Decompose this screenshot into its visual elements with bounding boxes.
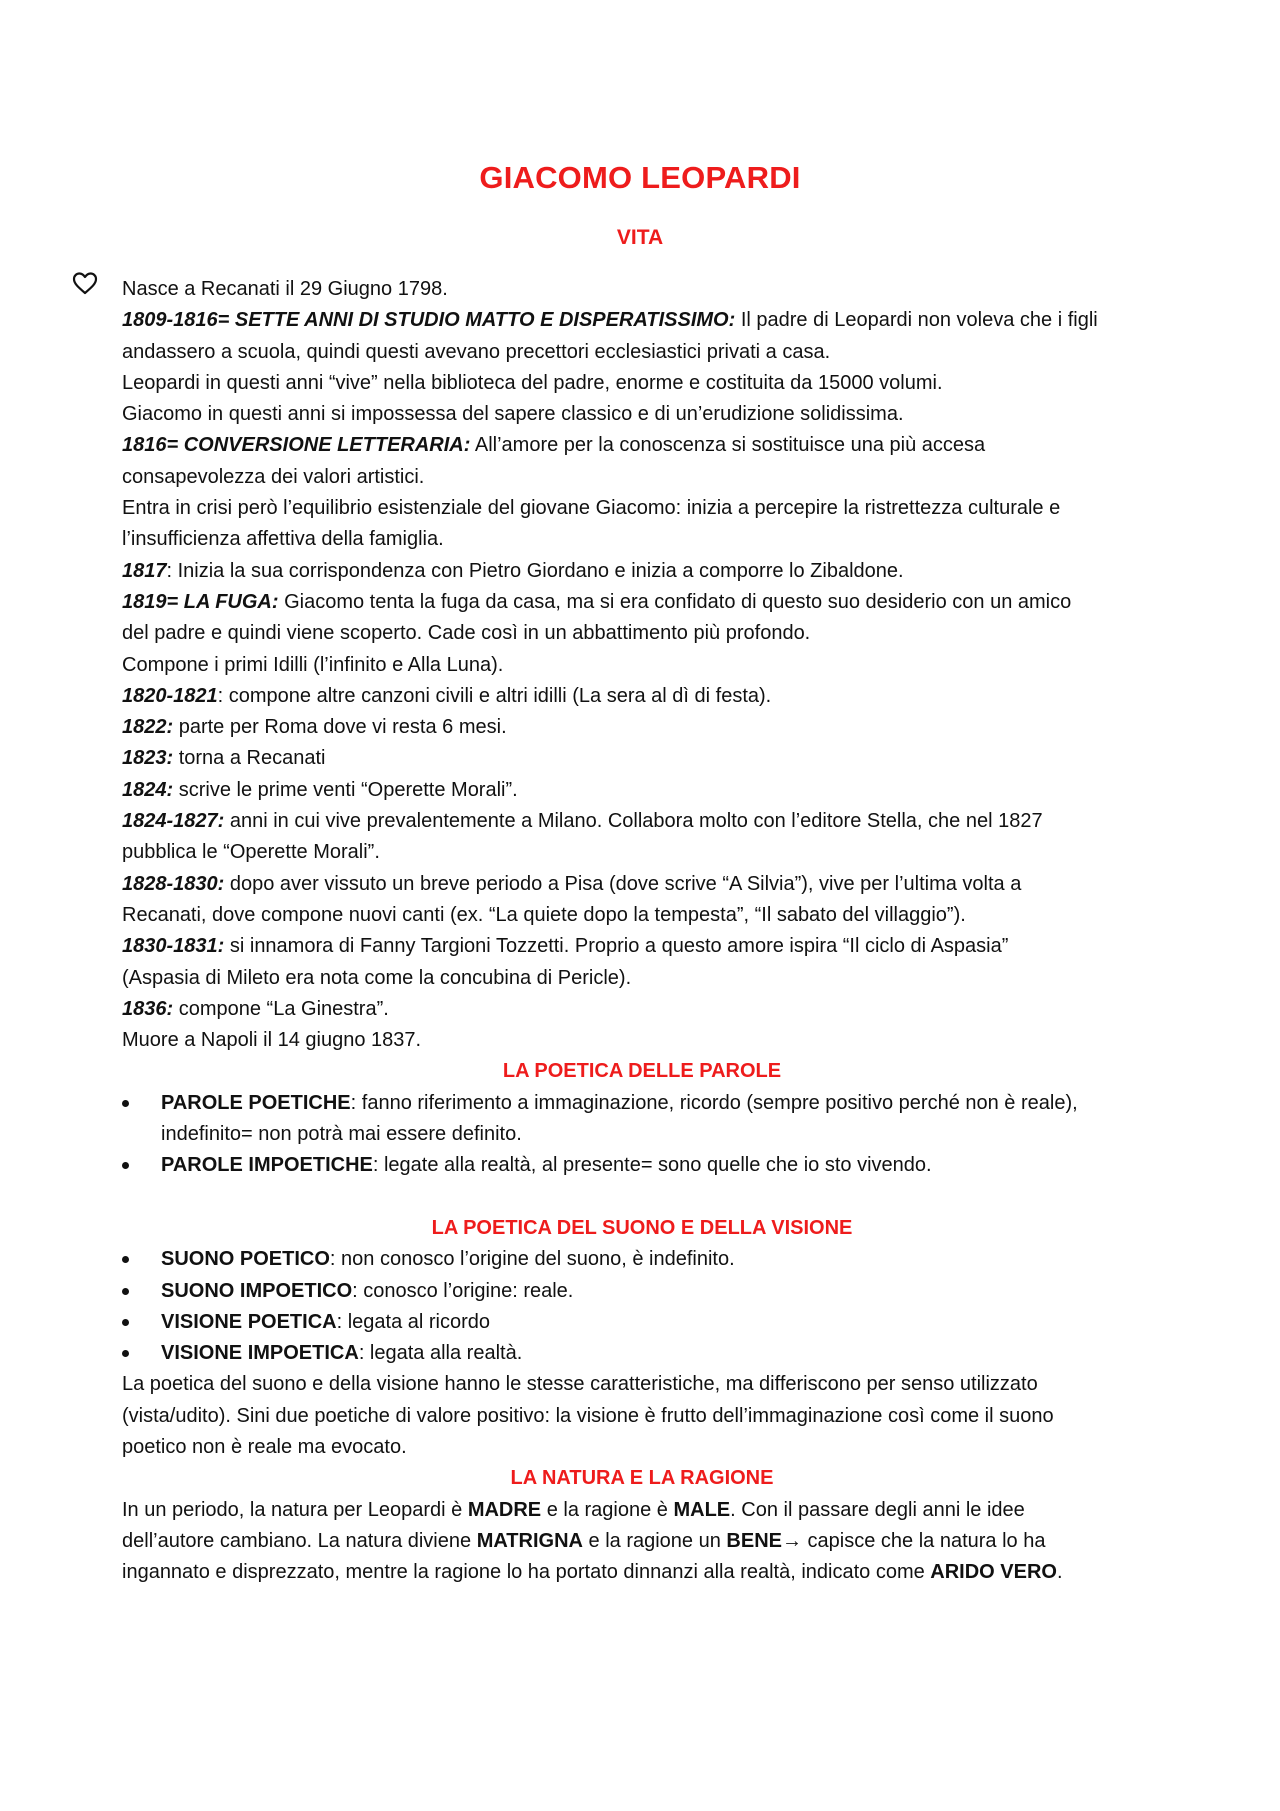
heart-outline-icon — [72, 271, 98, 295]
suono-paragraph-line: (vista/udito). Sini due poetiche di valore positivo: la visione è frutto dell’immaginazione così come il suono — [122, 1404, 1054, 1427]
vita-line: 1824: scrive le prime venti “Operette Morali”. — [122, 778, 518, 801]
vita-line: Nasce a Recanati il 29 Giugno 1798. — [122, 278, 448, 300]
list-item-continuation: indefinito= non potrà mai essere definito. — [161, 1123, 522, 1146]
vita-line: Leopardi in questi anni “vive” nella biblioteca del padre, enorme e costituita da 15000 volumi. — [122, 371, 943, 394]
vita-line: 1816= CONVERSIONE LETTERARIA: All’amore per la conoscenza si sostituisce una più accesa — [122, 434, 986, 457]
vita-line: (Aspasia di Mileto era nota come la concubina di Pericle). — [122, 966, 632, 989]
vita-line: 1830-1831: si innamora di Fanny Targioni Tozzetti. Proprio a questo amore ispira “Il ciclo di Aspasia” — [122, 935, 1009, 958]
vita-line: Recanati, dove compone nuovi canti (ex. “La quiete dopo la tempesta”, “Il sabato del villaggio”). — [122, 903, 966, 926]
suono-paragraph-line: poetico non è reale ma evocato. — [122, 1435, 407, 1458]
vita-line: l’insufficienza affettiva della famiglia. — [122, 528, 444, 551]
arrow-right-icon: → — [781, 1529, 802, 1552]
vita-line: 1822: parte per Roma dove vi resta 6 mesi. — [122, 716, 507, 739]
list-item: SUONO IMPOETICO: conosco l’origine: reale. — [122, 1276, 1162, 1307]
vita-line: pubblica le “Operette Morali”. — [122, 841, 380, 864]
natura-line: ingannato e disprezzato, mentre la ragione lo ha portato dinnanzi alla realtà, indicato come ARIDO VERO. — [122, 1561, 1063, 1584]
section-heading-vita: VITA — [616, 226, 664, 249]
vita-line: del padre e quindi viene scoperto. Cade così in un abbattimento più profondo. — [122, 622, 811, 645]
vita-line: Muore a Napoli il 14 giugno 1837. — [122, 1029, 422, 1052]
vita-line: consapevolezza dei valori artistici. — [122, 465, 425, 488]
vita-line: 1823: torna a Recanati — [122, 747, 326, 770]
bullet-icon — [122, 1350, 129, 1357]
section-heading-natura: LA NATURA E LA RAGIONE — [510, 1467, 774, 1490]
natura-line: dell’autore cambiano. La natura diviene MATRIGNA e la ragione un BENE→ capisce che la natura lo ha — [122, 1529, 1046, 1552]
vita-line: 1809-1816= SETTE ANNI DI STUDIO MATTO E DISPERATISSIMO: Il padre di Leopardi non voleva che i figli — [122, 309, 1098, 332]
spacer — [122, 1182, 1162, 1213]
vita-line: Compone i primi Idilli (l’infinito e Alla Luna). — [122, 653, 504, 676]
vita-line: 1828-1830: dopo aver vissuto un breve periodo a Pisa (dove scrive “A Silvia”), vive per l’ultima volta a — [122, 872, 1022, 895]
bullet-icon — [122, 1288, 129, 1295]
section-heading-parole: LA POETICA DELLE PAROLE — [502, 1060, 782, 1083]
vita-line: Entra in crisi però l’equilibrio esistenziale del giovane Giacomo: inizia a percepire la ristrettezza culturale e — [122, 497, 1061, 520]
bullet-icon — [122, 1162, 129, 1169]
vita-line: 1819= LA FUGA: Giacomo tenta la fuga da casa, ma si era confidato di questo suo desiderio con un amico — [122, 590, 1072, 613]
vita-line: andassero a scuola, quindi questi avevano precettori ecclesiastici privati a casa. — [122, 340, 831, 363]
list-item: VISIONE IMPOETICA: legata alla realtà. — [122, 1338, 1162, 1369]
vita-line: 1824-1827: anni in cui vive prevalentemente a Milano. Collabora molto con l’editore Stella, che nel 1827 — [122, 810, 1043, 833]
bullet-icon — [122, 1319, 129, 1326]
vita-line: 1836: compone “La Ginestra”. — [122, 997, 389, 1020]
vita-line: Giacomo in questi anni si impossessa del sapere classico e di un’erudizione solidissima. — [122, 403, 904, 426]
list-item: PAROLE POETICHE: fanno riferimento a immaginazione, ricordo (sempre positivo perché non è reale), — [122, 1088, 1162, 1119]
list-item: VISIONE POETICA: legata al ricordo — [122, 1307, 1162, 1338]
suono-paragraph-line: La poetica del suono e della visione hanno le stesse caratteristiche, ma differiscono per senso utilizzato — [122, 1373, 1038, 1396]
natura-line: In un periodo, la natura per Leopardi è MADRE e la ragione è MALE. Con il passare degli anni le idee — [122, 1498, 1025, 1521]
vita-line: 1817: Inizia la sua corrispondenza con Pietro Giordano e inizia a comporre lo Zibaldone. — [122, 559, 904, 582]
page-title: GIACOMO LEOPARDI — [479, 160, 801, 195]
bullet-icon — [122, 1256, 129, 1263]
vita-line: 1820-1821: compone altre canzoni civili e altri idilli (La sera al dì di festa). — [122, 684, 772, 707]
bullet-icon — [122, 1100, 129, 1107]
document-body — [122, 274, 1162, 1588]
list-item: PAROLE IMPOETICHE: legate alla realtà, al presente= sono quelle che io sto vivendo. — [122, 1150, 1162, 1181]
section-heading-suono: LA POETICA DEL SUONO E DELLA VISIONE — [431, 1216, 853, 1239]
list-item: SUONO POETICO: non conosco l’origine del suono, è indefinito. — [122, 1244, 1162, 1275]
